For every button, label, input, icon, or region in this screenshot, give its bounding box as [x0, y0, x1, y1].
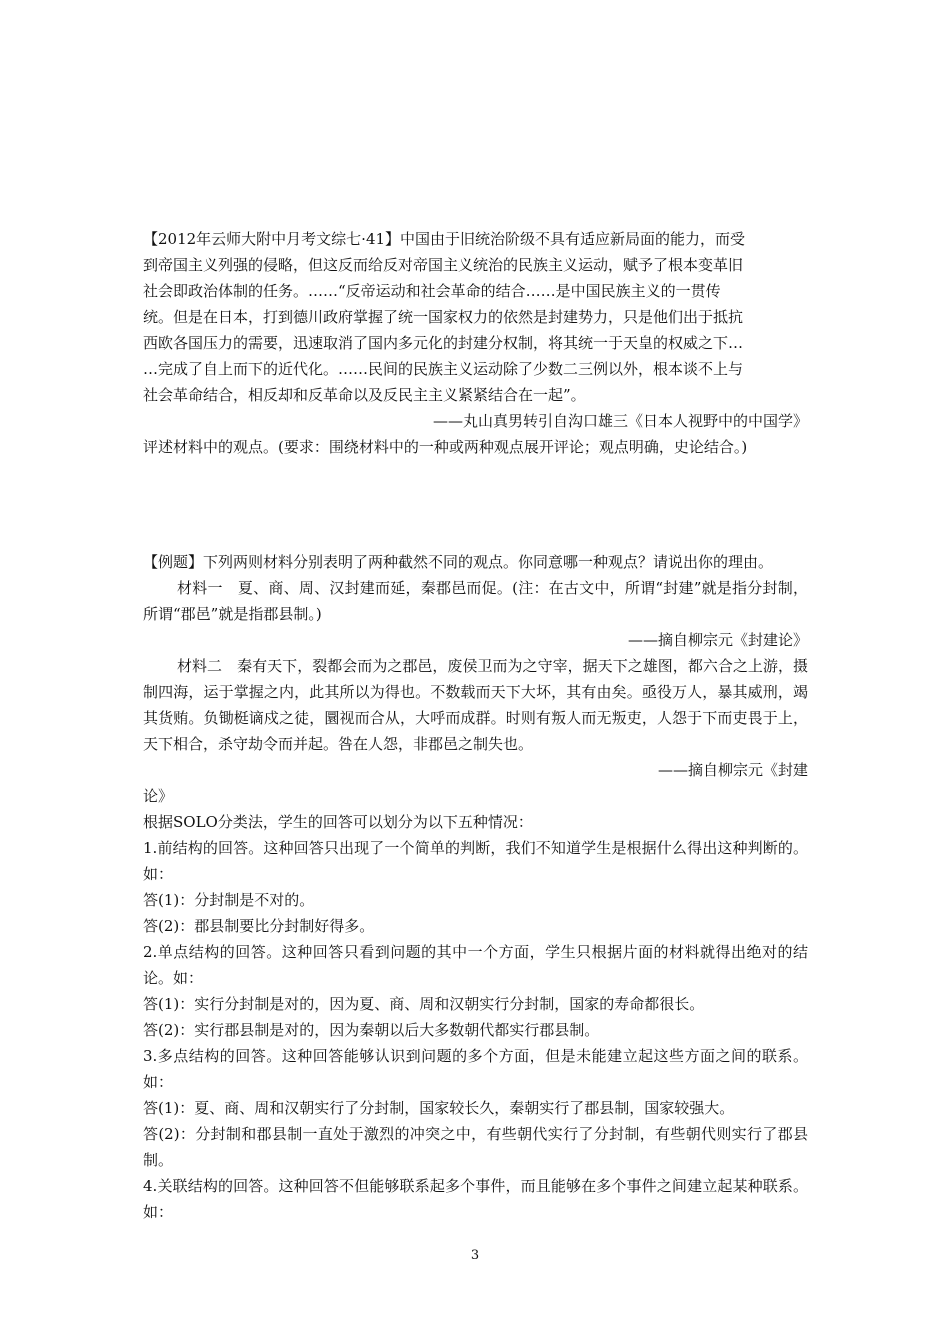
- answer-unistructural-1: 答(1)：实行分封制是对的，因为夏、商、周和汉朝实行分封制，国家的寿命都很长。: [143, 995, 705, 1013]
- material-two: 材料二 秦有天下，裂都会而为之郡邑，废侯卫而为之守宰，据天下之雄图，都六合之上游，摄制四海，运于掌握之内，此其所以为得也。不数载而天下大坏，其有由矣。亟役万人，暴其威刑，竭其货贿。负锄梃谪戍之徒，圜视而合从，大呼而成群。时则有叛人而无叛吏，人怨于下而吏畏于上，天下相合，杀守劫令而并起。咎在人怨，非郡邑之制失也。: [143, 657, 808, 753]
- solo-intro: 根据SOLO分类法，学生的回答可以划分为以下五种情况：: [143, 813, 533, 831]
- category-relational: 4.关联结构的回答。这种回答不但能够联系起多个事件，而且能够在多个事件之间建立起某种联系。如：: [143, 1177, 808, 1221]
- question-line-3: 社会即政治体制的任务。……“反帝运动和社会革命的结合……是中国民族主义的一贯传: [143, 282, 721, 300]
- question-line-5: 西欧各国压力的需要，迅速取消了国内多元化的封建分权制，将其统一于天皇的权威之下…: [143, 334, 744, 352]
- material-two-source-end: 论》: [143, 787, 174, 805]
- question-block: [143, 226, 808, 460]
- question-requirement: 评述材料中的观点。(要求：围绕材料中的一种或两种观点展开评论；观点明确，史论结合。): [143, 438, 748, 456]
- material-one-source: ——摘自柳宗元《封建论》: [627, 631, 808, 649]
- question-line-2: 到帝国主义列强的侵略，但这反而给反对帝国主义统治的民族主义运动，赋予了根本变革旧: [143, 256, 744, 274]
- question-line-1: 【2012年云师大附中月考文综七·41】中国由于旧统治阶级不具有适应新局面的能力，而受: [143, 230, 746, 248]
- answer-unistructural-2: 答(2)：实行郡县制是对的，因为秦朝以后大多数朝代都实行郡县制。: [143, 1021, 600, 1039]
- material-one: 材料一 夏、商、周、汉封建而延，秦郡邑而促。(注：在古文中，所谓“封建”就是指分封制，所谓“郡邑”就是指郡县制。): [143, 579, 808, 623]
- answer-multistructural-2: 答(2)：分封制和郡县制一直处于激烈的冲突之中，有些朝代实行了分封制，有些朝代则实行了郡县制。: [143, 1125, 808, 1169]
- example-block: [143, 549, 808, 1225]
- question-line-7: 社会革命结合，相反却和反革命以及反民主主义紧紧结合在一起”。: [143, 386, 586, 404]
- answer-multistructural-1: 答(1)：夏、商、周和汉朝实行了分封制，国家较长久，秦朝实行了郡县制，国家较强大。: [143, 1099, 735, 1117]
- example-intro: 【例题】下列两则材料分别表明了两种截然不同的观点。你同意哪一种观点？请说出你的理由。: [143, 553, 774, 571]
- category-multistructural: 3.多点结构的回答。这种回答能够认识到问题的多个方面，但是未能建立起这些方面之间的联系。如：: [143, 1047, 808, 1091]
- question-source: ——丸山真男转引自沟口雄三《日本人视野中的中国学》: [432, 412, 808, 430]
- material-two-source: ——摘自柳宗元《封建: [657, 761, 808, 779]
- category-prestructural: 1.前结构的回答。这种回答只出现了一个简单的判断，我们不知道学生是根据什么得出这种判断的。如：: [143, 839, 808, 883]
- category-unistructural: 2.单点结构的回答。这种回答只看到问题的其中一个方面，学生只根据片面的材料就得出绝对的结论。如：: [143, 943, 808, 987]
- question-line-6: …完成了自上而下的近代化。……民间的民族主义运动除了少数二三例以外，根本谈不上与: [143, 360, 744, 378]
- answer-prestructural-2: 答(2)：郡县制要比分封制好得多。: [143, 917, 375, 935]
- question-line-4: 统。但是在日本，打到德川政府掌握了统一国家权力的依然是封建势力，只是他们出于抵抗: [143, 308, 744, 326]
- page-number: 3: [470, 1248, 480, 1263]
- answer-prestructural-1: 答(1)：分封制是不对的。: [143, 891, 315, 909]
